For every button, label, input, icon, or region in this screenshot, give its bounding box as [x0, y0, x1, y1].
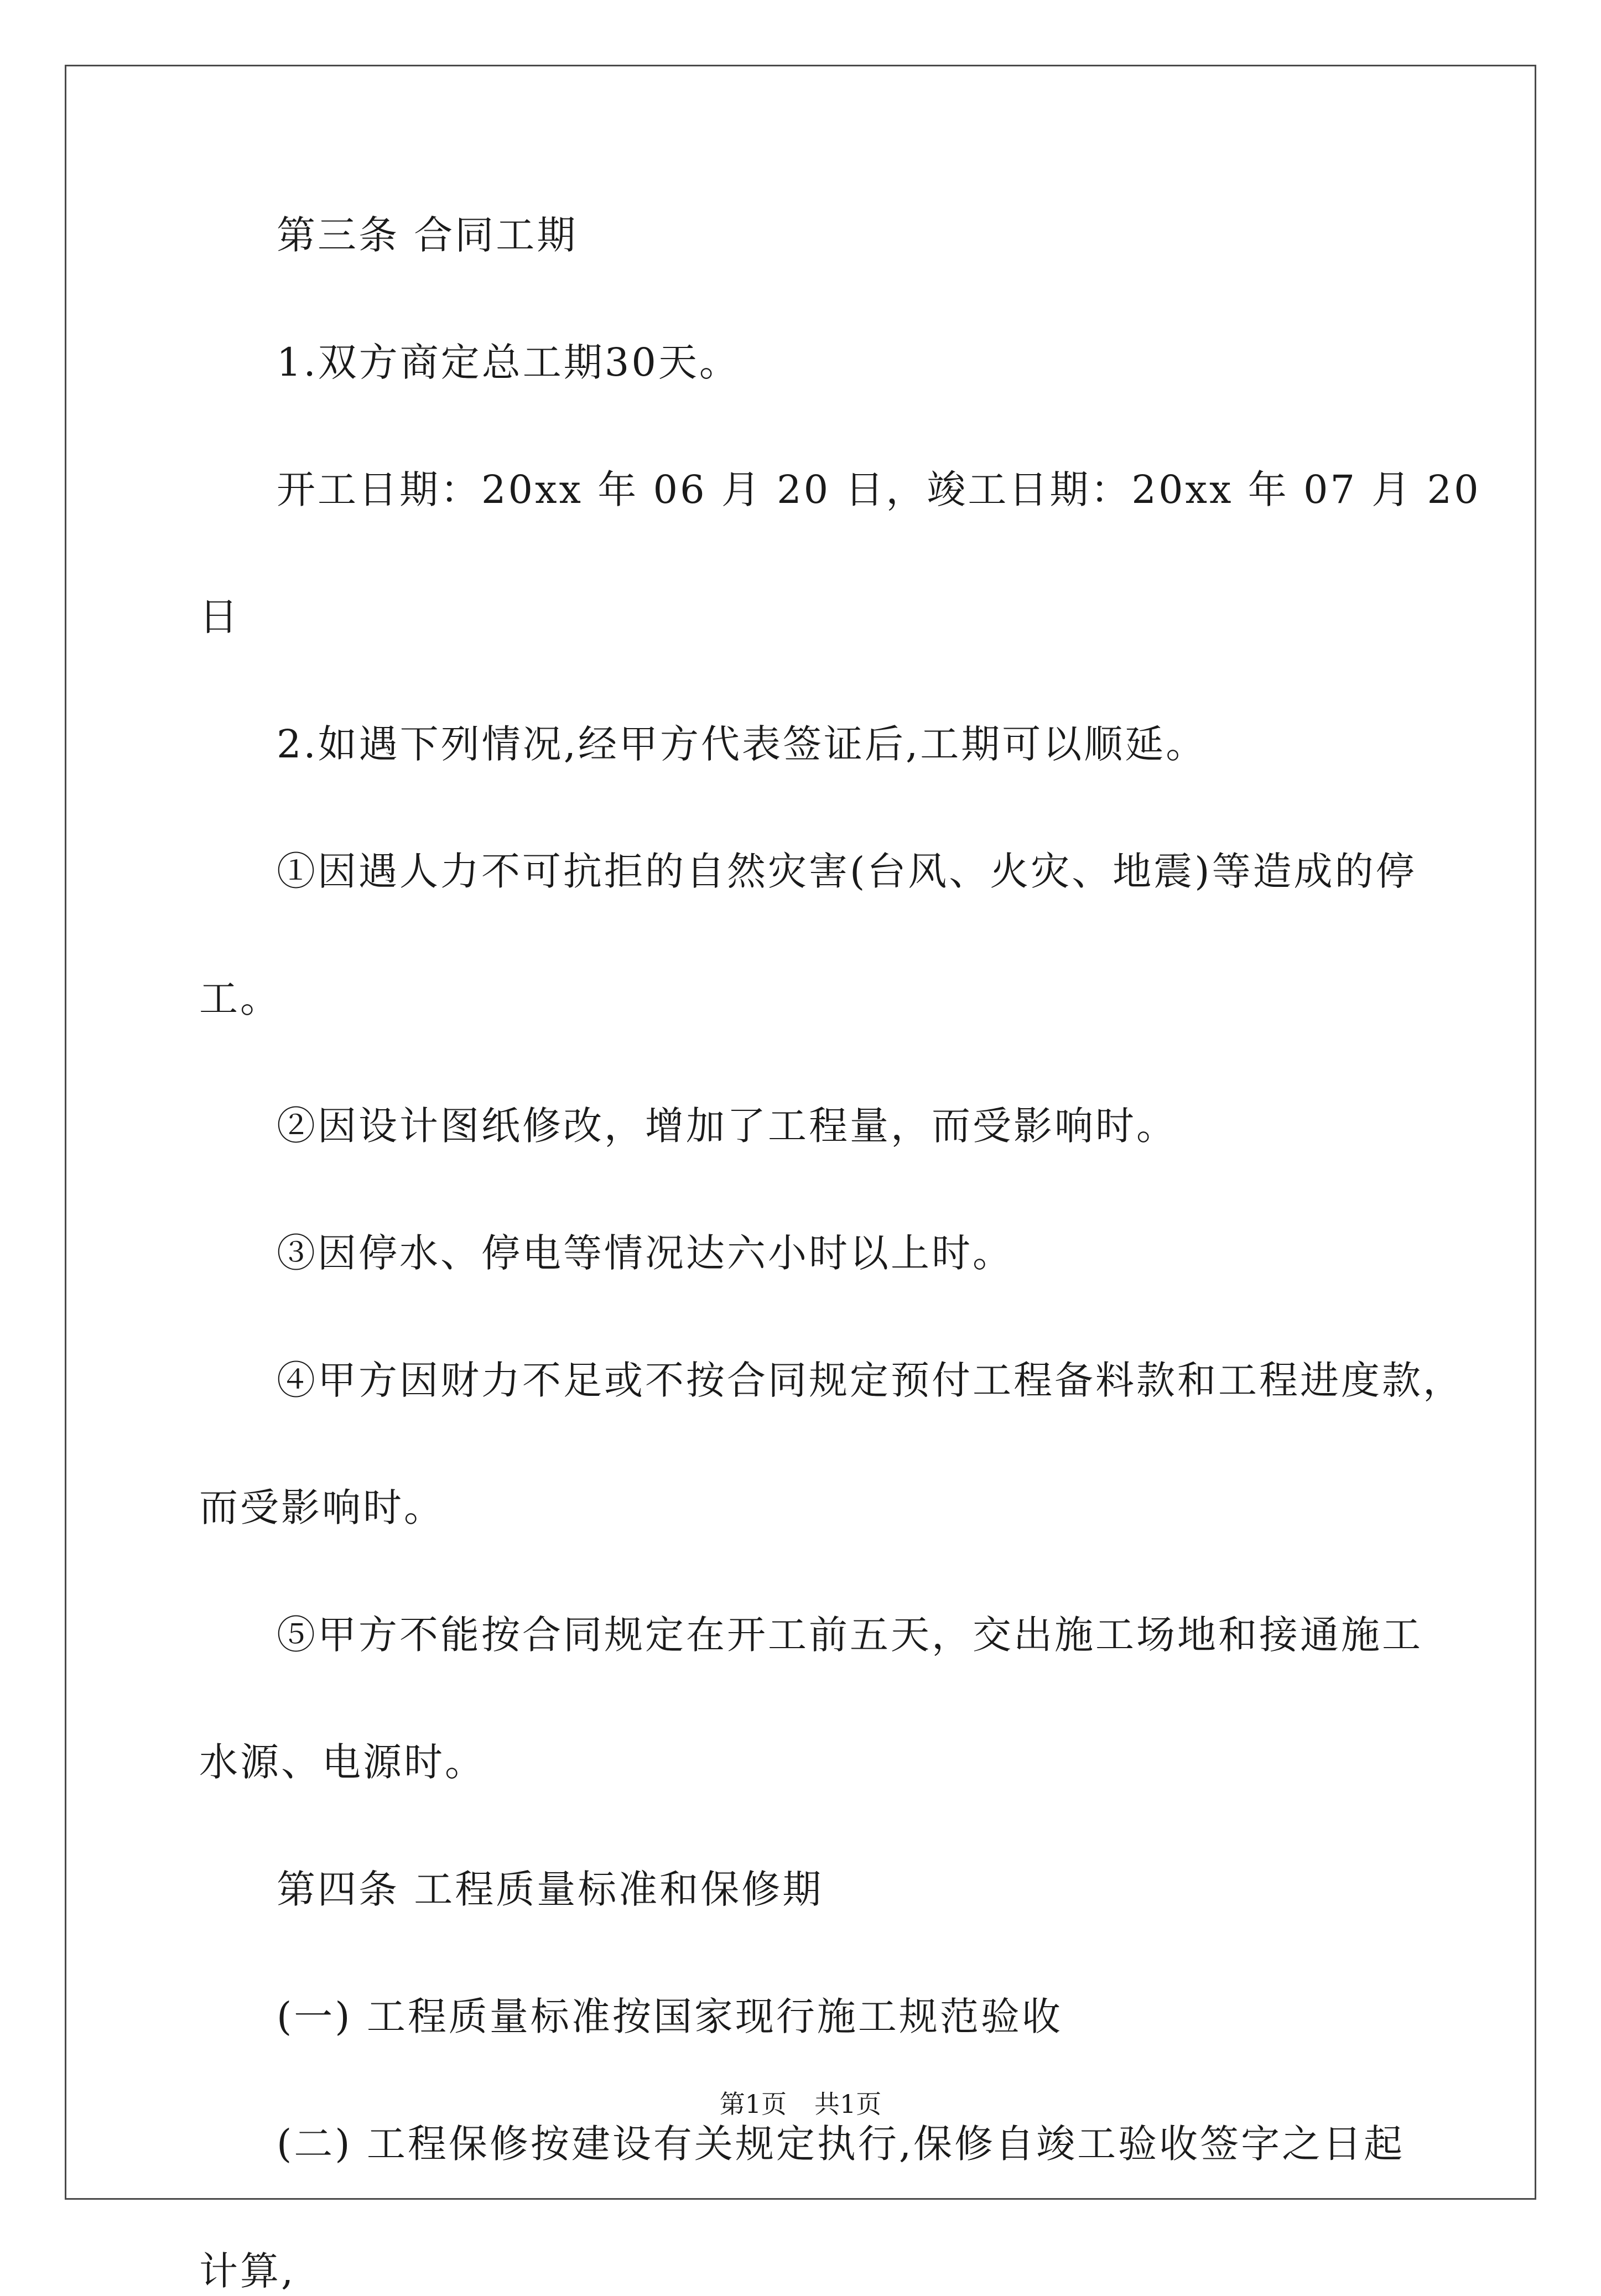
item-5-line-2: 水源、电源时。	[199, 1739, 486, 1785]
clause-2: 2.如遇下列情况,经甲方代表签证后,工期可以顺延。	[277, 721, 1207, 767]
schedule-dates-line-1: 开工日期：20xx 年 06 月 20 日，竣工日期：20xx 年 07 月 20	[277, 467, 1481, 512]
section-two-line-2: 计算,	[199, 2248, 296, 2294]
section-one: (一) 工程质量标准按国家现行施工规范验收	[277, 1994, 1063, 2039]
article-3-heading: 第三条 合同工期	[277, 212, 578, 258]
clause-1: 1.双方商定总工期30天。	[277, 340, 740, 385]
article-4-heading: 第四条 工程质量标准和保修期	[277, 1867, 824, 1912]
page-number-current: 第1页	[719, 2089, 787, 2119]
item-3: ③因停水、停电等情况达六小时以上时。	[277, 1230, 1013, 1276]
page-footer	[0, 2087, 1601, 2121]
item-1-line-1: ①因遇人力不可抗拒的自然灾害(台风、火灾、地震)等造成的停	[277, 849, 1417, 894]
item-1-line-2: 工。	[199, 976, 281, 1021]
item-4-line-1: ④甲方因财力不足或不按合同规定预付工程备料款和工程进度款，	[277, 1358, 1464, 1403]
schedule-dates-line-2: 日	[199, 594, 240, 640]
item-2: ②因设计图纸修改，增加了工程量，而受影响时。	[277, 1103, 1177, 1149]
section-two-line-1: (二) 工程保修按建设有关规定执行,保修自竣工验收签字之日起	[277, 2121, 1405, 2167]
item-5-line-1: ⑤甲方不能按合同规定在开工前五天，交出施工场地和接通施工	[277, 1612, 1423, 1658]
page-number-total: 共1页	[814, 2089, 882, 2119]
item-4-line-2: 而受影响时。	[199, 1485, 445, 1530]
